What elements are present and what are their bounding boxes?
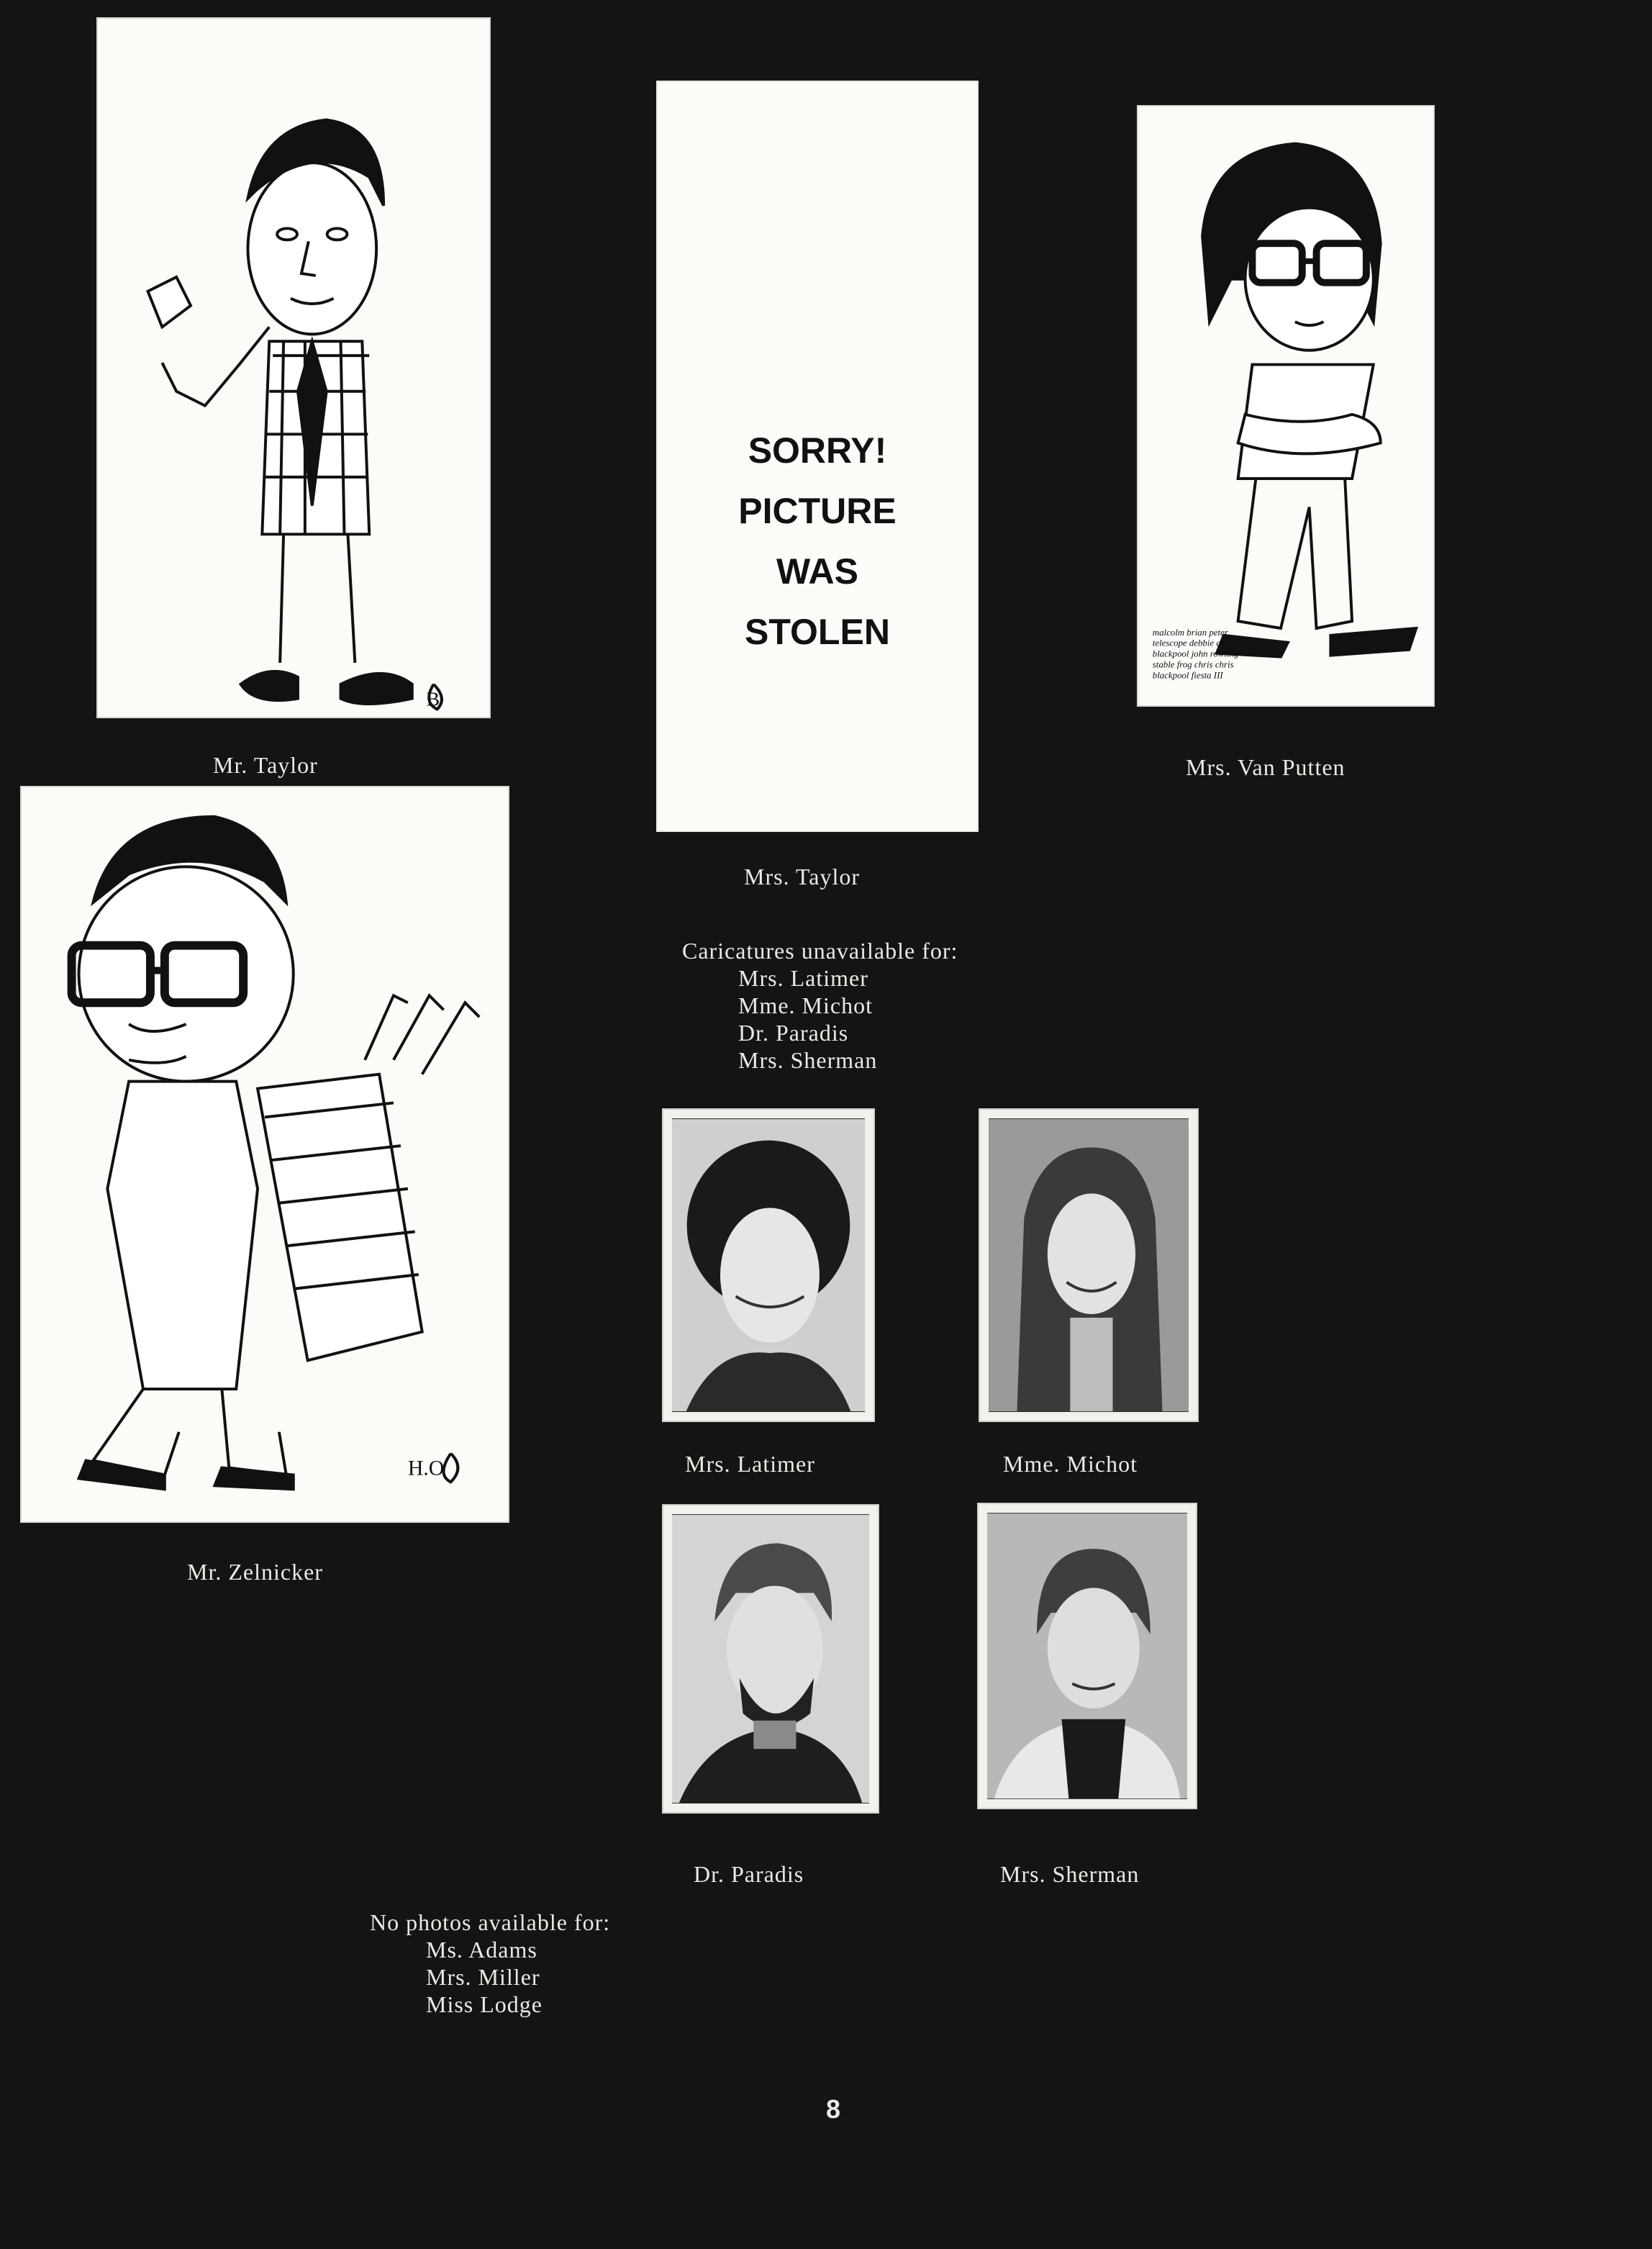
photo-mrs-sherman bbox=[977, 1503, 1197, 1809]
caricatures-unavailable-list bbox=[682, 937, 958, 1074]
caricature-mrs-van-putten bbox=[1137, 105, 1435, 707]
photo-mme-michot bbox=[979, 1108, 1199, 1422]
scribble-line: telescope debbie anne bbox=[1152, 638, 1235, 648]
list-heading: No photos available for: bbox=[370, 1909, 611, 1935]
caricature-drawing bbox=[22, 787, 508, 1521]
caption-mr-zelnicker: Mr. Zelnicker bbox=[187, 1559, 323, 1585]
list-item: Ms. Adams bbox=[426, 1937, 537, 1963]
page-number: 8 bbox=[826, 2094, 841, 2124]
notice-line: SORRY! bbox=[748, 430, 887, 471]
scribble-line: malcolm brian peter bbox=[1152, 627, 1228, 638]
portrait-image bbox=[672, 1514, 869, 1804]
notice-line: WAS bbox=[776, 551, 858, 592]
caption-mr-taylor: Mr. Taylor bbox=[213, 752, 318, 778]
photo-mrs-latimer bbox=[662, 1108, 875, 1422]
caption-mrs-taylor: Mrs. Taylor bbox=[744, 864, 861, 890]
photo-dr-paradis bbox=[662, 1504, 879, 1814]
signature-ho: H.O bbox=[407, 1456, 445, 1480]
notice-line: STOLEN bbox=[745, 612, 890, 652]
caption-mrs-sherman: Mrs. Sherman bbox=[1000, 1861, 1140, 1887]
caricature-mr-zelnicker bbox=[20, 786, 509, 1523]
signature-b: B bbox=[426, 688, 440, 711]
list-item: Mrs. Latimer bbox=[738, 965, 868, 991]
caricature-drawing bbox=[1138, 107, 1433, 705]
caption-dr-paradis: Dr. Paradis bbox=[694, 1861, 804, 1887]
list-item: Dr. Paradis bbox=[738, 1020, 849, 1046]
scribble-line: stable frog chris chris bbox=[1152, 659, 1234, 670]
notice-line: PICTURE bbox=[738, 491, 897, 531]
list-item: Mrs. Sherman bbox=[738, 1047, 878, 1073]
caption-mme-michot: Mme. Michot bbox=[1003, 1451, 1138, 1477]
caption-mrs-van-putten: Mrs. Van Putten bbox=[1186, 754, 1345, 780]
list-item: Miss Lodge bbox=[426, 1991, 543, 2017]
portrait-image bbox=[672, 1118, 865, 1412]
list-item: Mrs. Miller bbox=[426, 1964, 540, 1990]
list-item: Mme. Michot bbox=[738, 992, 873, 1018]
caricature-drawing bbox=[98, 19, 489, 717]
list-heading: Caricatures unavailable for: bbox=[682, 938, 958, 964]
caricature-mr-taylor bbox=[96, 17, 491, 718]
scribble-line: blackpool john rowling bbox=[1152, 648, 1239, 659]
stolen-notice bbox=[658, 420, 977, 662]
caricature-mrs-taylor-placeholder bbox=[656, 81, 979, 832]
caption-mrs-latimer: Mrs. Latimer bbox=[685, 1451, 815, 1477]
portrait-image bbox=[989, 1118, 1189, 1412]
no-photos-list bbox=[370, 1909, 610, 2018]
portrait-image bbox=[987, 1513, 1187, 1799]
scribble-line: blackpool fiesta III bbox=[1152, 670, 1223, 681]
